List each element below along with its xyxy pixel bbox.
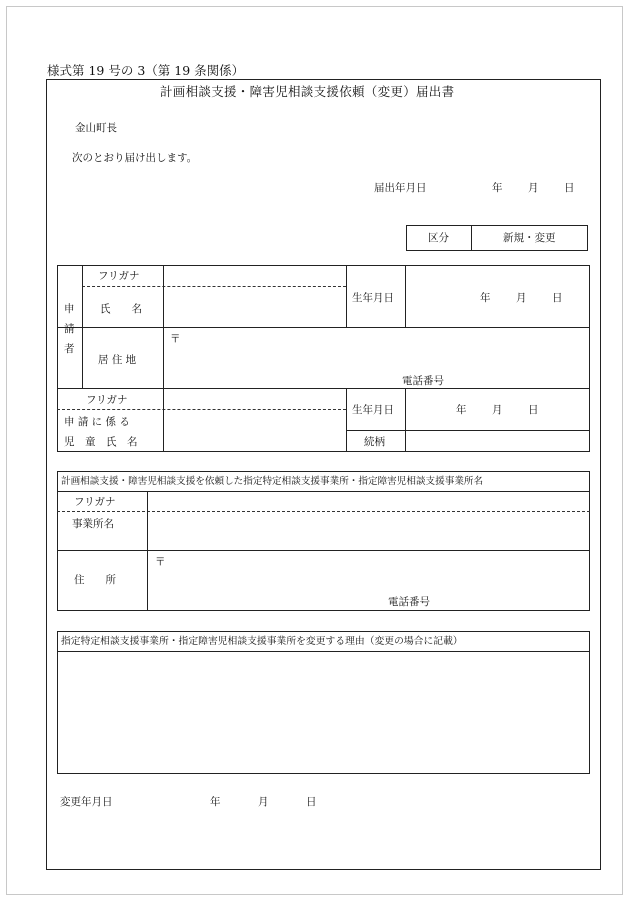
category-label: 区分 [428,232,449,244]
applicant-birth-label: 生年月日 [352,292,394,304]
change-year-unit: 年 [210,796,221,808]
child-name-label-1: 申 請 に 係 る [64,416,130,428]
form-title: 計画相談支援・障害児相談支援依頼（変更）届出書 [160,84,455,99]
submission-day-unit: 日 [564,182,575,194]
applicant-birth-day: 日 [552,292,563,304]
applicant-postal-mark: 〒 [170,333,181,345]
child-relationship-label: 続柄 [364,436,385,448]
applicant-birth-year: 年 [480,292,491,304]
office-header: 計画相談支援・障害児相談支援を依頼した指定特定相談支援事業所・指定障害児相談支援事業所名 [61,476,484,487]
child-name-label-2: 児 童 氏 名 [64,436,138,448]
reason-input-area[interactable] [58,652,589,773]
office-phone-label: 電話番号 [388,596,430,608]
office-name-label: 事業所名 [72,518,114,530]
child-birth-year: 年 [456,404,467,416]
office-postal-mark: 〒 [155,556,166,568]
applicant-birth-month: 月 [516,292,527,304]
addressee: 金山町長 [75,122,117,134]
change-month-unit: 月 [258,796,269,808]
category-value[interactable]: 新規・変更 [503,232,556,244]
office-address-label: 住 所 [74,574,116,586]
child-birth-month: 月 [492,404,503,416]
applicant-phone-label: 電話番号 [402,375,444,387]
applicant-label-char-2: 請 [64,323,75,335]
submission-date-label: 届出年月日 [374,182,427,194]
child-furigana-label: フリガナ [86,394,128,406]
applicant-label-char-1: 申 [64,303,75,315]
applicant-address-label: 居 住 地 [98,354,137,366]
applicant-label-char-3: 者 [64,343,75,355]
applicant-furigana-label: フリガナ [98,270,140,282]
change-day-unit: 日 [306,796,317,808]
intro-text: 次のとおり届け出します。 [72,152,198,164]
submission-month-unit: 月 [528,182,539,194]
child-birth-day: 日 [528,404,539,416]
child-birth-label: 生年月日 [352,404,394,416]
change-date-label: 変更年月日 [60,796,113,808]
form-label: 様式第 19 号の 3（第 19 条関係） [47,63,245,78]
office-furigana-label: フリガナ [74,496,116,508]
reason-header: 指定特定相談支援事業所・指定障害児相談支援事業所を変更する理由（変更の場合に記載） [61,636,463,647]
submission-year-unit: 年 [492,182,503,194]
applicant-name-label: 氏 名 [100,303,142,315]
